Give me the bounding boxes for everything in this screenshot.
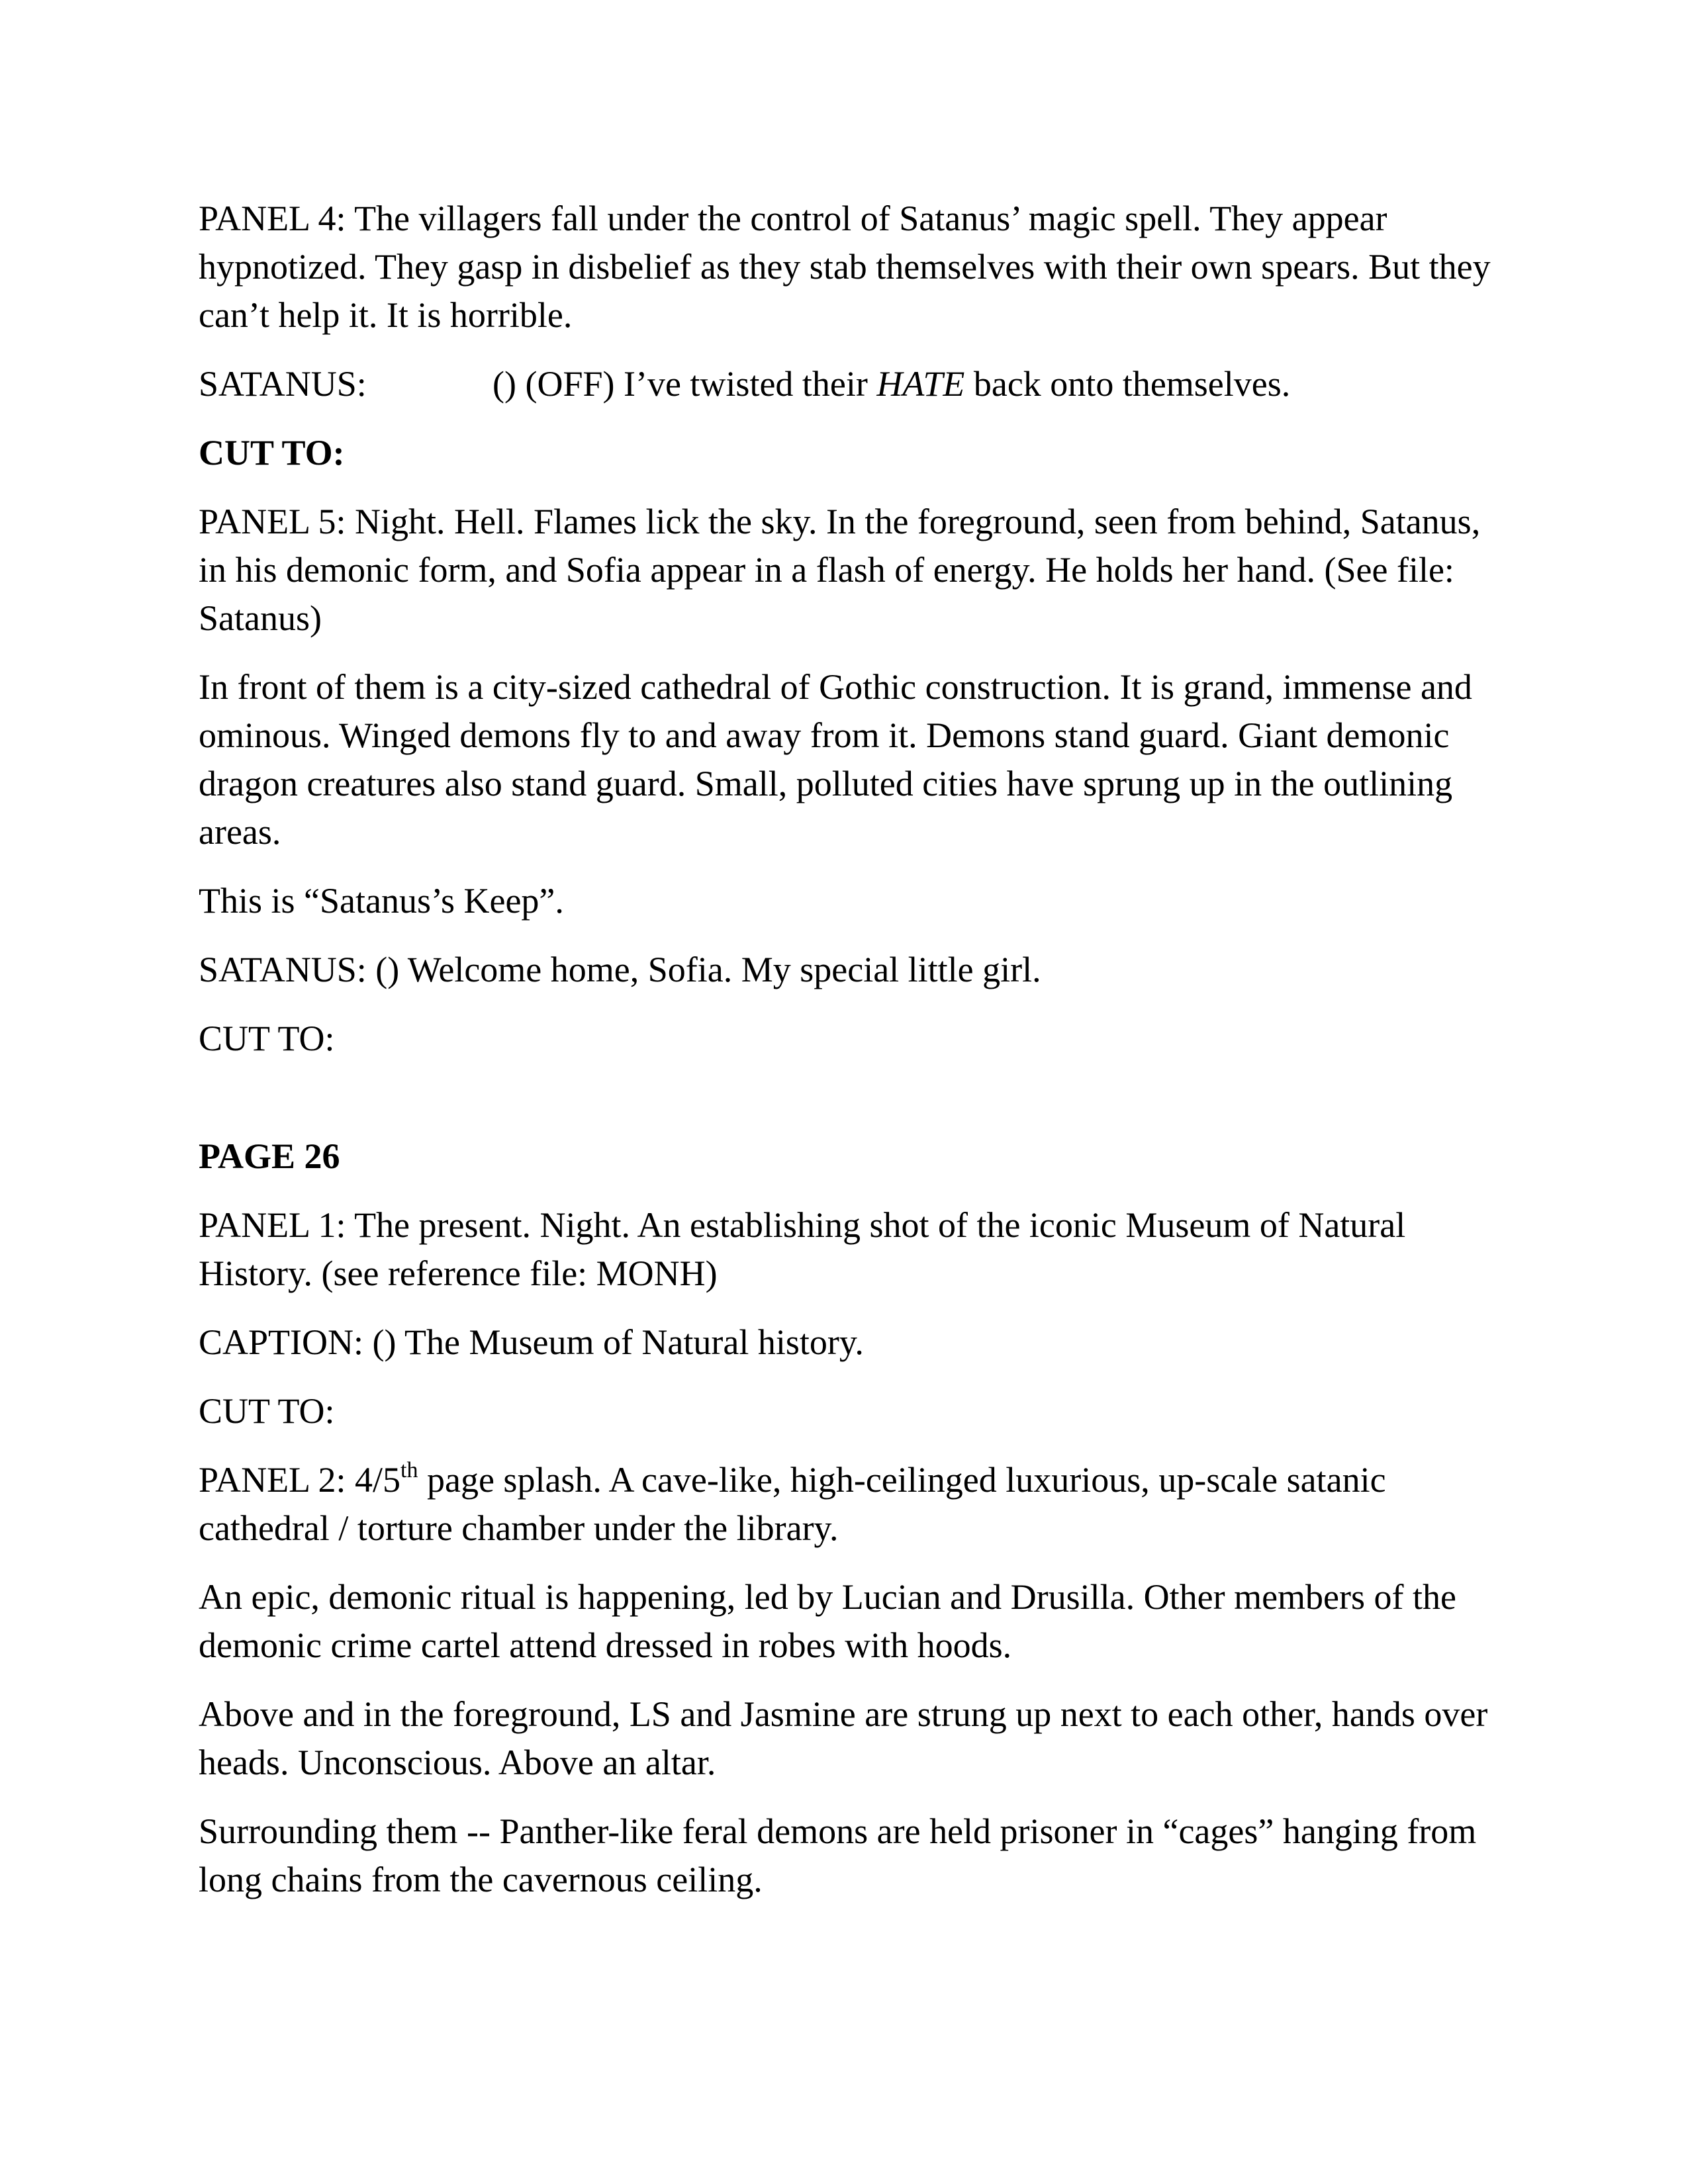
dialogue-emphasis: HATE	[876, 364, 965, 404]
panel-4-action: PANEL 4: The villagers fall under the control of Satanus’ magic spell. They appear hypnotized. They gasp in disbelief as they stab themselves with their own spears. But they can’t help it. It is horrible.	[199, 199, 1491, 335]
panel-5-action: PANEL 5: Night. Hell. Flames lick the sky. In the foreground, seen from behind, Satanus, in his demonic form, and Sofia appear in a flash of energy. He holds her hand. (See file: Satanus)	[199, 502, 1481, 638]
panel-5-keep: This is “Satanus’s Keep”.	[199, 881, 564, 921]
page-heading: PAGE 26	[199, 1136, 340, 1176]
cut-to-transition: CUT TO:	[199, 1019, 335, 1058]
panel-2-cages: Surrounding them -- Panther-like feral demons are held prisoner in “cages” hanging from long chains from the cavernous ceiling.	[199, 1811, 1477, 1899]
cut-to-transition: CUT TO:	[199, 1391, 335, 1431]
dialogue-speaker: SATANUS:	[199, 364, 367, 404]
panel-2-foreground: Above and in the foreground, LS and Jasmine are strung up next to each other, hands over heads. Unconscious. Above an altar.	[199, 1694, 1488, 1782]
panel-2-action-start: PANEL 2: 4/5	[199, 1460, 401, 1500]
panel-1-caption: CAPTION: () The Museum of Natural history.	[199, 1322, 864, 1362]
ordinal-suffix: th	[400, 1458, 418, 1482]
dialogue-text-start: () (OFF) I’ve twisted their	[492, 364, 877, 404]
cut-to-transition: CUT TO:	[199, 433, 345, 473]
dialogue-text-end: back onto themselves.	[964, 364, 1291, 404]
panel-2-action-end: page splash. A cave-like, high-ceilinged luxurious, up-scale satanic cathedral / torture chamber under the library.	[199, 1460, 1386, 1548]
panel-1-action: PANEL 1: The present. Night. An establishing shot of the iconic Museum of Natural History. (see reference file: MONH)	[199, 1205, 1406, 1293]
panel-2-action	[199, 1456, 1496, 1553]
script-page	[199, 195, 1496, 1904]
panel-5-description: In front of them is a city-sized cathedral of Gothic construction. It is grand, immense and ominous. Winged demons fly to and away from it. Demons stand guard. Giant demonic dragon creatures also stand guard. Small, polluted cities have sprung up in the outlining areas.	[199, 667, 1472, 852]
panel-2-ritual: An epic, demonic ritual is happening, led by Lucian and Drusilla. Other members of the demonic crime cartel attend dressed in robes with hoods.	[199, 1577, 1456, 1665]
panel-5-dialogue: SATANUS: () Welcome home, Sofia. My special little girl.	[199, 950, 1041, 989]
panel-4-dialogue	[199, 360, 1496, 408]
